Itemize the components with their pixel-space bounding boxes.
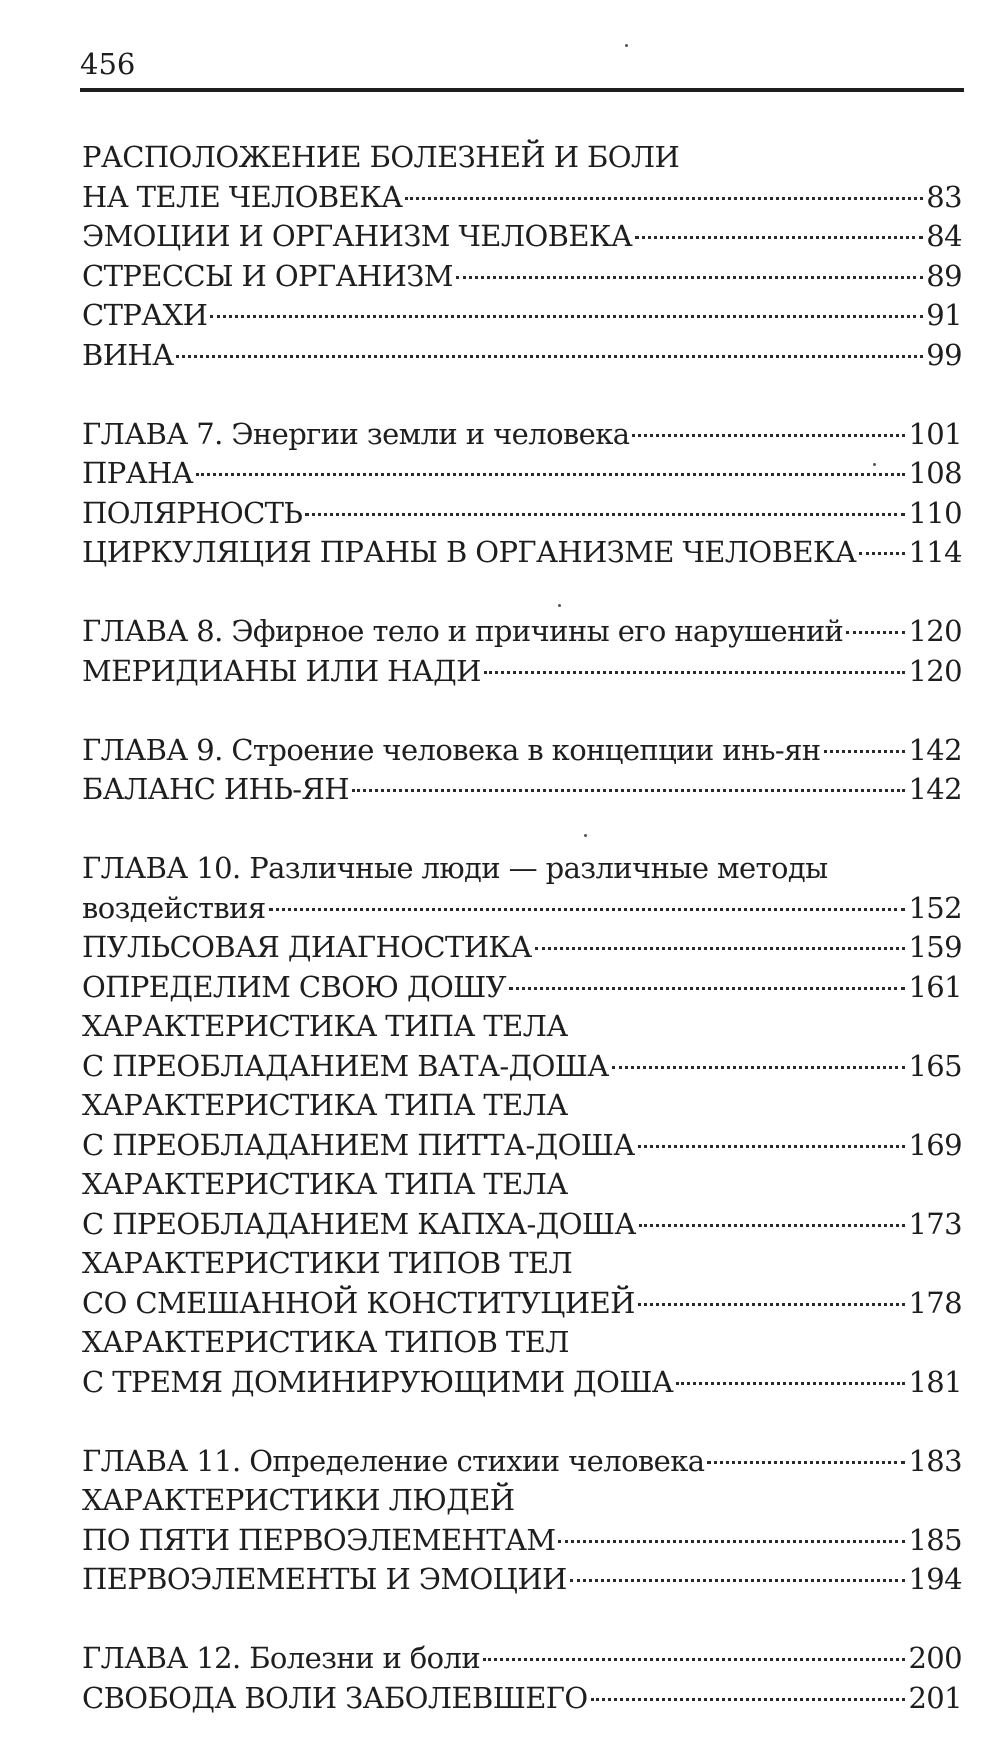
dot-leader	[612, 1066, 906, 1069]
toc-entry[interactable]	[82, 1126, 962, 1166]
toc-entry-page: 183	[908, 1443, 962, 1478]
dot-leader	[632, 434, 905, 437]
toc-entry-page: 142	[908, 772, 962, 806]
toc-entry-page: 152	[908, 890, 962, 925]
toc-entry-page: 114	[908, 535, 962, 569]
toc-entry-page: 165	[908, 1048, 962, 1083]
toc-entry-title: ГЛАВА 12. Болезни и боли	[82, 1641, 481, 1675]
toc-entry[interactable]	[82, 889, 962, 929]
toc-entry-page: 169	[908, 1127, 962, 1162]
toc-entry-title: РАСПОЛОЖЕНИЕ БОЛЕЗНЕЙ И БОЛИ	[82, 140, 680, 174]
toc-entry-title: МЕРИДИАНЫ ИЛИ НАДИ	[82, 653, 481, 688]
toc-entry[interactable]	[82, 178, 962, 218]
toc-entry[interactable]	[82, 257, 962, 297]
toc-entry[interactable]	[82, 454, 962, 494]
toc-entry-page: 120	[908, 614, 962, 648]
toc-entry[interactable]	[82, 1481, 962, 1521]
toc-entry[interactable]	[82, 770, 962, 810]
toc-entry[interactable]	[82, 336, 962, 376]
dot-leader	[638, 1303, 906, 1306]
toc-entry-page: 142	[908, 732, 962, 767]
dot-leader	[859, 552, 905, 555]
toc-entry-page: 99	[926, 337, 962, 372]
toc-entry-title: С ПРЕОБЛАДАНИЕМ ВАТА-ДОША	[82, 1048, 609, 1083]
toc-entry-title: ПРАНА	[82, 456, 194, 490]
scan-speck	[584, 834, 587, 837]
dot-leader	[676, 1382, 905, 1385]
toc-entry[interactable]	[82, 1007, 962, 1047]
toc-entry-title: СО СМЕШАННОЙ КОНСТИТУЦИЕЙ	[82, 1285, 635, 1320]
dot-leader	[352, 789, 905, 792]
scan-speck	[625, 44, 628, 47]
toc-entry[interactable]	[82, 1165, 962, 1205]
toc-entry-page: 178	[908, 1285, 962, 1320]
toc-entry[interactable]	[82, 1442, 962, 1482]
toc-entry[interactable]	[82, 415, 962, 455]
toc-entry[interactable]	[82, 217, 962, 257]
toc-entry[interactable]	[82, 968, 962, 1008]
toc-entry-title: ПУЛЬСОВАЯ ДИАГНОСТИКА	[82, 930, 532, 964]
dot-leader	[639, 1224, 906, 1227]
toc-entry-page: 181	[908, 1364, 962, 1399]
toc-group	[82, 731, 962, 810]
toc-entry[interactable]	[82, 1047, 962, 1087]
toc-entry-page: 194	[908, 1562, 962, 1596]
dot-leader	[591, 1698, 906, 1701]
dot-leader	[483, 1658, 905, 1661]
toc-entry-title: ГЛАВА 7. Энергии земли и человека	[82, 416, 630, 451]
toc-entry-title: ЦИРКУЛЯЦИЯ ПРАНЫ В ОРГАНИЗМЕ ЧЕЛОВЕКА	[82, 535, 857, 569]
toc-entry[interactable]	[82, 533, 962, 573]
scan-speck	[873, 463, 876, 466]
toc-entry[interactable]	[82, 849, 962, 889]
dot-leader	[210, 315, 923, 318]
header-rule	[80, 88, 964, 92]
toc-entry-title: ХАРАКТЕРИСТИКА ТИПА ТЕЛА	[82, 1009, 568, 1043]
toc-entry[interactable]	[82, 494, 962, 534]
toc-entry[interactable]	[82, 928, 962, 968]
toc-group	[82, 849, 962, 1402]
dot-leader	[405, 197, 923, 200]
toc-entry-page: 108	[908, 456, 962, 490]
toc-group	[82, 1442, 962, 1600]
scan-speck	[558, 604, 561, 607]
toc-entry[interactable]	[82, 138, 962, 178]
toc-entry[interactable]	[82, 1521, 962, 1561]
toc-entry-page: 101	[908, 416, 962, 451]
toc-entry-page: 200	[908, 1641, 962, 1675]
toc-entry-page: 201	[908, 1680, 962, 1715]
toc-entry-title: ХАРАКТЕРИСТИКА ТИПОВ ТЕЛ	[82, 1325, 569, 1359]
toc-entry-title: С ТРЕМЯ ДОМИНИРУЮЩИМИ ДОША	[82, 1364, 674, 1399]
toc-entry-page: 120	[908, 653, 962, 688]
dot-leader	[456, 276, 923, 279]
toc-entry-title: ХАРАКТЕРИСТИКИ ТИПОВ ТЕЛ	[82, 1246, 573, 1280]
toc-entry-title: ГЛАВА 11. Определение стихии человека	[82, 1443, 705, 1478]
toc-entry[interactable]	[82, 1323, 962, 1363]
toc-entry[interactable]	[82, 731, 962, 771]
dot-leader	[558, 1540, 905, 1543]
toc-group	[82, 138, 962, 375]
toc-entry-page: 84	[926, 219, 962, 253]
dot-leader	[176, 355, 923, 358]
toc-entry-page: 110	[908, 495, 962, 530]
toc-entry[interactable]	[82, 1284, 962, 1324]
toc-entry-title: ХАРАКТЕРИСТИКА ТИПА ТЕЛА	[82, 1167, 568, 1201]
toc-entry-page: 159	[908, 930, 962, 964]
toc-entry-title: С ПРЕОБЛАДАНИЕМ КАПХА-ДОША	[82, 1206, 636, 1241]
toc-entry-title: ВИНА	[82, 337, 174, 372]
toc-entry-title: воздействия	[82, 890, 266, 925]
toc-entry-title: ПОЛЯРНОСТЬ	[82, 495, 303, 530]
page-number: 456	[80, 47, 136, 81]
dot-leader	[846, 631, 905, 634]
dot-leader	[484, 671, 906, 674]
toc-group	[82, 1639, 962, 1718]
toc-entry[interactable]	[82, 1363, 962, 1403]
toc-entry-title: ПЕРВОЭЛЕМЕНТЫ И ЭМОЦИИ	[82, 1562, 567, 1596]
toc-group	[82, 415, 962, 573]
toc-entry-title: СТРЕССЫ И ОРГАНИЗМ	[82, 258, 453, 293]
dot-leader	[196, 473, 905, 476]
toc-entry-title: ОПРЕДЕЛИМ СВОЮ ДОШУ	[82, 969, 506, 1004]
dot-leader	[509, 987, 905, 990]
dot-leader	[269, 908, 906, 911]
toc-entry[interactable]	[82, 612, 962, 652]
toc-entry-page: 83	[926, 179, 962, 214]
toc-entry-title: НА ТЕЛЕ ЧЕЛОВЕКА	[82, 179, 403, 214]
toc-entry[interactable]	[82, 1560, 962, 1600]
table-of-contents	[82, 138, 962, 1758]
toc-entry[interactable]	[82, 1205, 962, 1245]
toc-entry-title: ГЛАВА 9. Строение человека в концепции инь-ян	[82, 732, 821, 767]
toc-entry-title: ГЛАВА 8. Эфирное тело и причины его нарушений	[82, 614, 844, 648]
toc-entry-page: 89	[926, 258, 962, 293]
toc-entry[interactable]	[82, 1639, 962, 1679]
dot-leader	[305, 513, 905, 516]
toc-entry[interactable]	[82, 296, 962, 336]
toc-entry-title: СТРАХИ	[82, 298, 208, 332]
toc-entry-title: ХАРАКТЕРИСТИКИ ЛЮДЕЙ	[82, 1483, 515, 1517]
toc-entry[interactable]	[82, 652, 962, 692]
toc-entry-page: 91	[926, 298, 962, 332]
dot-leader	[707, 1461, 905, 1464]
toc-entry[interactable]	[82, 1086, 962, 1126]
dot-leader	[570, 1579, 906, 1582]
toc-entry-page: 161	[908, 969, 962, 1004]
toc-entry-page: 185	[908, 1522, 962, 1557]
dot-leader	[535, 947, 906, 950]
toc-entry[interactable]	[82, 1679, 962, 1719]
toc-entry[interactable]	[82, 1244, 962, 1284]
dot-leader	[638, 1145, 906, 1148]
toc-entry-title: СВОБОДА ВОЛИ ЗАБОЛЕВШЕГО	[82, 1680, 588, 1715]
toc-entry-title: ГЛАВА 10. Различные люди — различные методы	[82, 851, 828, 885]
toc-entry-title: С ПРЕОБЛАДАНИЕМ ПИТТА-ДОША	[82, 1127, 635, 1162]
toc-entry-title: ПО ПЯТИ ПЕРВОЭЛЕМЕНТАМ	[82, 1522, 556, 1557]
dot-leader	[635, 236, 923, 239]
toc-entry-title: ХАРАКТЕРИСТИКА ТИПА ТЕЛА	[82, 1088, 568, 1122]
toc-entry-title: ЭМОЦИИ И ОРГАНИЗМ ЧЕЛОВЕКА	[82, 219, 633, 253]
toc-entry-page: 173	[908, 1206, 962, 1241]
toc-entry-title: БАЛАНС ИНЬ-ЯН	[82, 772, 349, 806]
toc-group	[82, 612, 962, 691]
dot-leader	[824, 750, 906, 753]
